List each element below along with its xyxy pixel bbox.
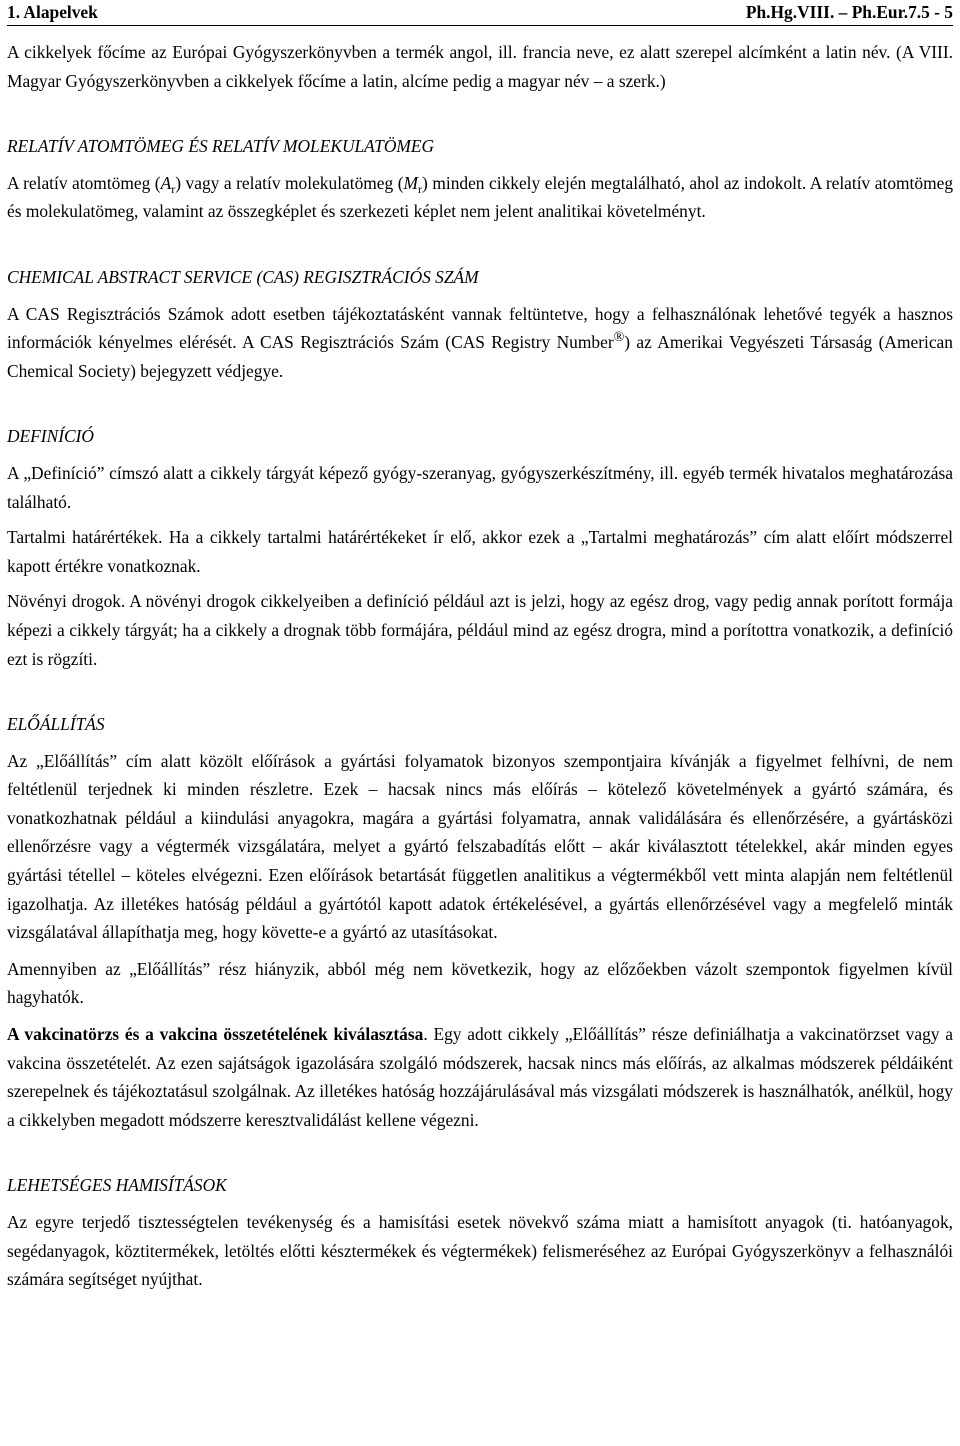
vaccine-strain-paragraph: A vakcinatörzs és a vakcina összetételének kiválasztása. Egy adott cikkely „Előállítás” része definiálhatja a vakcinatörzset vagy a vakcina összetételét. Az ezen sajátságok igazolására szolgáló módszerek, hacsak nincs más előírás, az alkalmas módszerek példáiként szerepelnek és tájékoztatásul szolgálnak. Az illetékes hatóság hozzájárulásával más vizsgálati módszerek is használhatók, anélkül, hogy a cikkelyben megadott módszerre keresztvalidálást kellene végezni. xyxy=(7,1024,953,1130)
herbal-drugs-lead: Növényi drogok. xyxy=(7,591,126,612)
section-title-production: ELŐÁLLÍTÁS xyxy=(7,714,105,735)
content-limits-lead: Tartalmi határértékek. xyxy=(7,527,163,548)
intro-paragraph: A cikkelyek főcíme az Európai Gyógyszerkönyvben a termék angol, ill. francia neve, ez alatt szerepel alcímként a latin név. (A VIII. Magyar Gyógyszerkönyvben a cikkelyek főcíme a latin, alcíme pedig a magyar név – a szerk.) xyxy=(7,42,953,91)
definition-paragraph: A „Definíció” címszó alatt a cikkely tárgyát képező gyógy-szeranyag, gyógyszerkészítmény, ill. egyéb termék hivatalos meghatározása található. xyxy=(7,462,953,512)
herbal-drugs-paragraph: Növényi drogok. A növényi drogok cikkelyeiben a definíció például azt is jelzi, hogy az egész drog, vagy pedig annak porított formája képezi a cikkely tárgyát; ha a cikkely a drognak több formájára, például mind az egész drogra, mind a porítottra vonatkozik, a definíció ezt is rögzíti. xyxy=(7,591,953,669)
running-header xyxy=(7,0,953,26)
header-pharmacopoeia-ref: Ph.Hg.VIII. – Ph.Eur.7.5 - 5 xyxy=(745,2,953,22)
cas-paragraph: A CAS Regisztrációs Számok adott esetben tájékoztatásként vannak feltüntetve, hogy a felhasználónak lehetővé tegyék a hasznos információk kényelmes elérését. A CAS Regisztrációs Szám (CAS Registry Number®) az Amerikai Vegyészeti Társaság (American Chemical Society) bejegyzett védjegye. xyxy=(7,303,953,381)
content-limits-paragraph: Tartalmi határértékek. Ha a cikkely tartalmi határértékeket ír elő, akkor ezek a „Tartalmi meghatározás” cím alatt előírt módszerrel kapott értékre vonatkoznak. xyxy=(7,527,953,576)
vaccine-strain-lead: A vakcinatörzs és a vakcina összetételének kiválasztása xyxy=(7,1024,424,1045)
production-missing-paragraph: Amennyiben az „Előállítás” rész hiányzik, abból még nem következik, hogy az előzőekben vázolt szempontok figyelmen kívül hagyhatók. xyxy=(7,958,953,1008)
header-chapter: 1. Alapelvek xyxy=(7,2,98,22)
production-paragraph: Az „Előállítás” cím alatt közölt előírások a gyártási folyamatok bizonyos szempontjaira kívánják a figyelmet felhívni, de nem feltétlenül terjednek ki minden részletre. Ezek – hacsak nincs más előírás – kötelező követelmények a gyártó számára, és vonatkozhatnak például a kiindulási anyagokra, magára a gyártási folyamatra, annak validálására és ellenőrzésére, a gyártásközi ellenőrzésre vagy a végtermék vizsgálatára, melyet a gyártó felszabadítás előtt – akár kiválasztott tételekkel, akár minden egyes gyártási tétellel – köteles elvégezni. Ezen előírások betartását független analitikus a végtermékből vett minta alapján nem feltétlenül igazolhatja. Az illetékes hatóság például a gyártótól kapott adatok értékelésével, a gyártás ellenőrzésével vagy a megfelelő minták vizsgálatával állapíthatja meg, hogy követte-e a gyártó az utasításokat. xyxy=(7,750,953,943)
section-title-relative-mass: RELATÍV ATOMTÖMEG ÉS RELATÍV MOLEKULATÖMEG xyxy=(7,136,435,157)
registered-mark: ® xyxy=(613,330,625,346)
section-title-definition: DEFINÍCIÓ xyxy=(7,426,94,447)
relative-mass-paragraph: A relatív atomtömeg $(A_r)$ vagy a relatív molekulatömeg $(M_r)$ minden cikkely elején megtalálható, ahol az indokolt. A relatív atomtömeg és molekulatömeg, valamint az összegképlet és szerkezeti képlet nem jelent analitikai követelményt. xyxy=(7,172,954,222)
section-title-adulteration: LEHETSÉGES HAMISÍTÁSOK xyxy=(7,1175,227,1196)
section-title-cas: CHEMICAL ABSTRACT SERVICE (CAS) REGISZTRÁCIÓS SZÁM xyxy=(7,266,479,287)
adulteration-paragraph: Az egyre terjedő tisztességtelen tevékenység és a hamisítási esetek növekvő száma miatt a hamisított anyagok (ti. hatóanyagok, segédanyagok, köztitermékek, letöltés előtti késztermékek és végtermékek) felismeréséhez az Európai Gyógyszerkönyv a felhasználói számára segítséget nyújthat. xyxy=(7,1212,953,1290)
